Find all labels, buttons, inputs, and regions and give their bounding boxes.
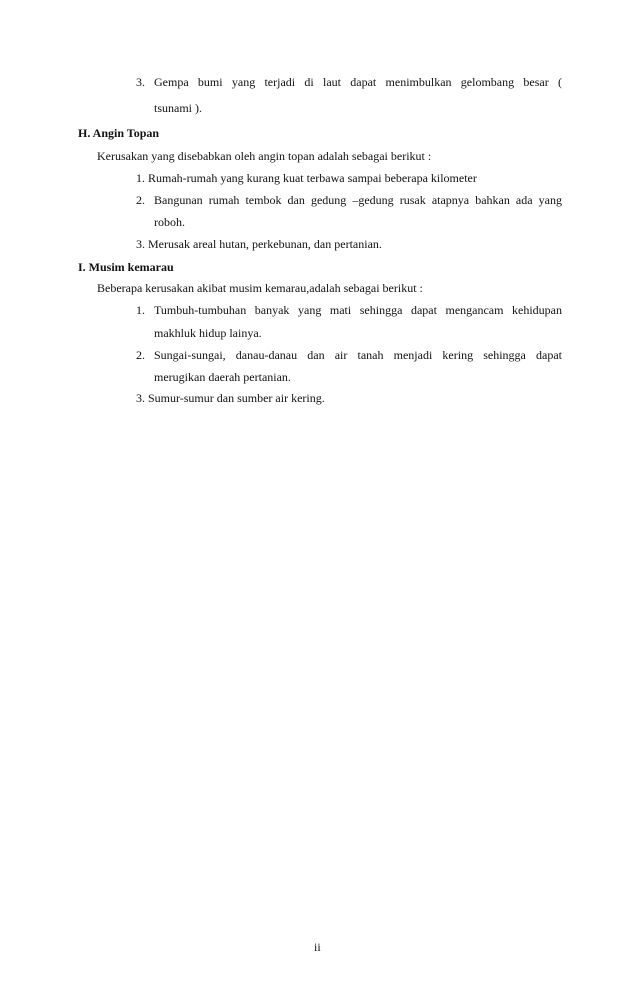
list-item <box>136 193 562 207</box>
list-item-number: 2. <box>136 193 145 207</box>
list-item <box>136 75 562 89</box>
list-item-text: Tumbuh-tumbuhan banyak yang mati sehingga dapat mengancam kehidupan <box>154 303 562 317</box>
section-intro: Beberapa kerusakan akibat musim kemarau,adalah sebagai berikut : <box>97 281 423 295</box>
list-item: 3. Sumur-sumur dan sumber air kering. <box>136 391 325 405</box>
list-item-text: Gempa bumi yang terjadi di laut dapat menimbulkan gelombang besar ( <box>154 75 562 89</box>
list-item-number: 3. <box>136 75 145 89</box>
list-item-number: 1. <box>136 303 145 317</box>
page-number: ii <box>314 940 321 954</box>
list-item <box>136 348 562 362</box>
list-item: 1. Rumah-rumah yang kurang kuat terbawa sampai beberapa kilometer <box>136 171 477 185</box>
list-item: 3. Merusak areal hutan, perkebunan, dan pertanian. <box>136 237 382 251</box>
list-item-continuation: tsunami ). <box>154 101 202 115</box>
section-intro: Kerusakan yang disebabkan oleh angin topan adalah sebagai berikut : <box>97 149 432 163</box>
list-item-text: Bangunan rumah tembok dan gedung –gedung rusak atapnya bahkan ada yang <box>154 193 562 207</box>
list-item-text: Sungai-sungai, danau-danau dan air tanah menjadi kering sehingga dapat <box>154 348 562 362</box>
list-item-number: 2. <box>136 348 145 362</box>
list-item-continuation: merugikan daerah pertanian. <box>154 370 291 384</box>
list-item <box>136 303 562 317</box>
section-heading: I. Musim kemarau <box>78 260 174 274</box>
section-heading: H. Angin Topan <box>78 126 160 140</box>
list-item-continuation: roboh. <box>154 215 185 229</box>
list-item-continuation: makhluk hidup lainya. <box>154 326 262 340</box>
